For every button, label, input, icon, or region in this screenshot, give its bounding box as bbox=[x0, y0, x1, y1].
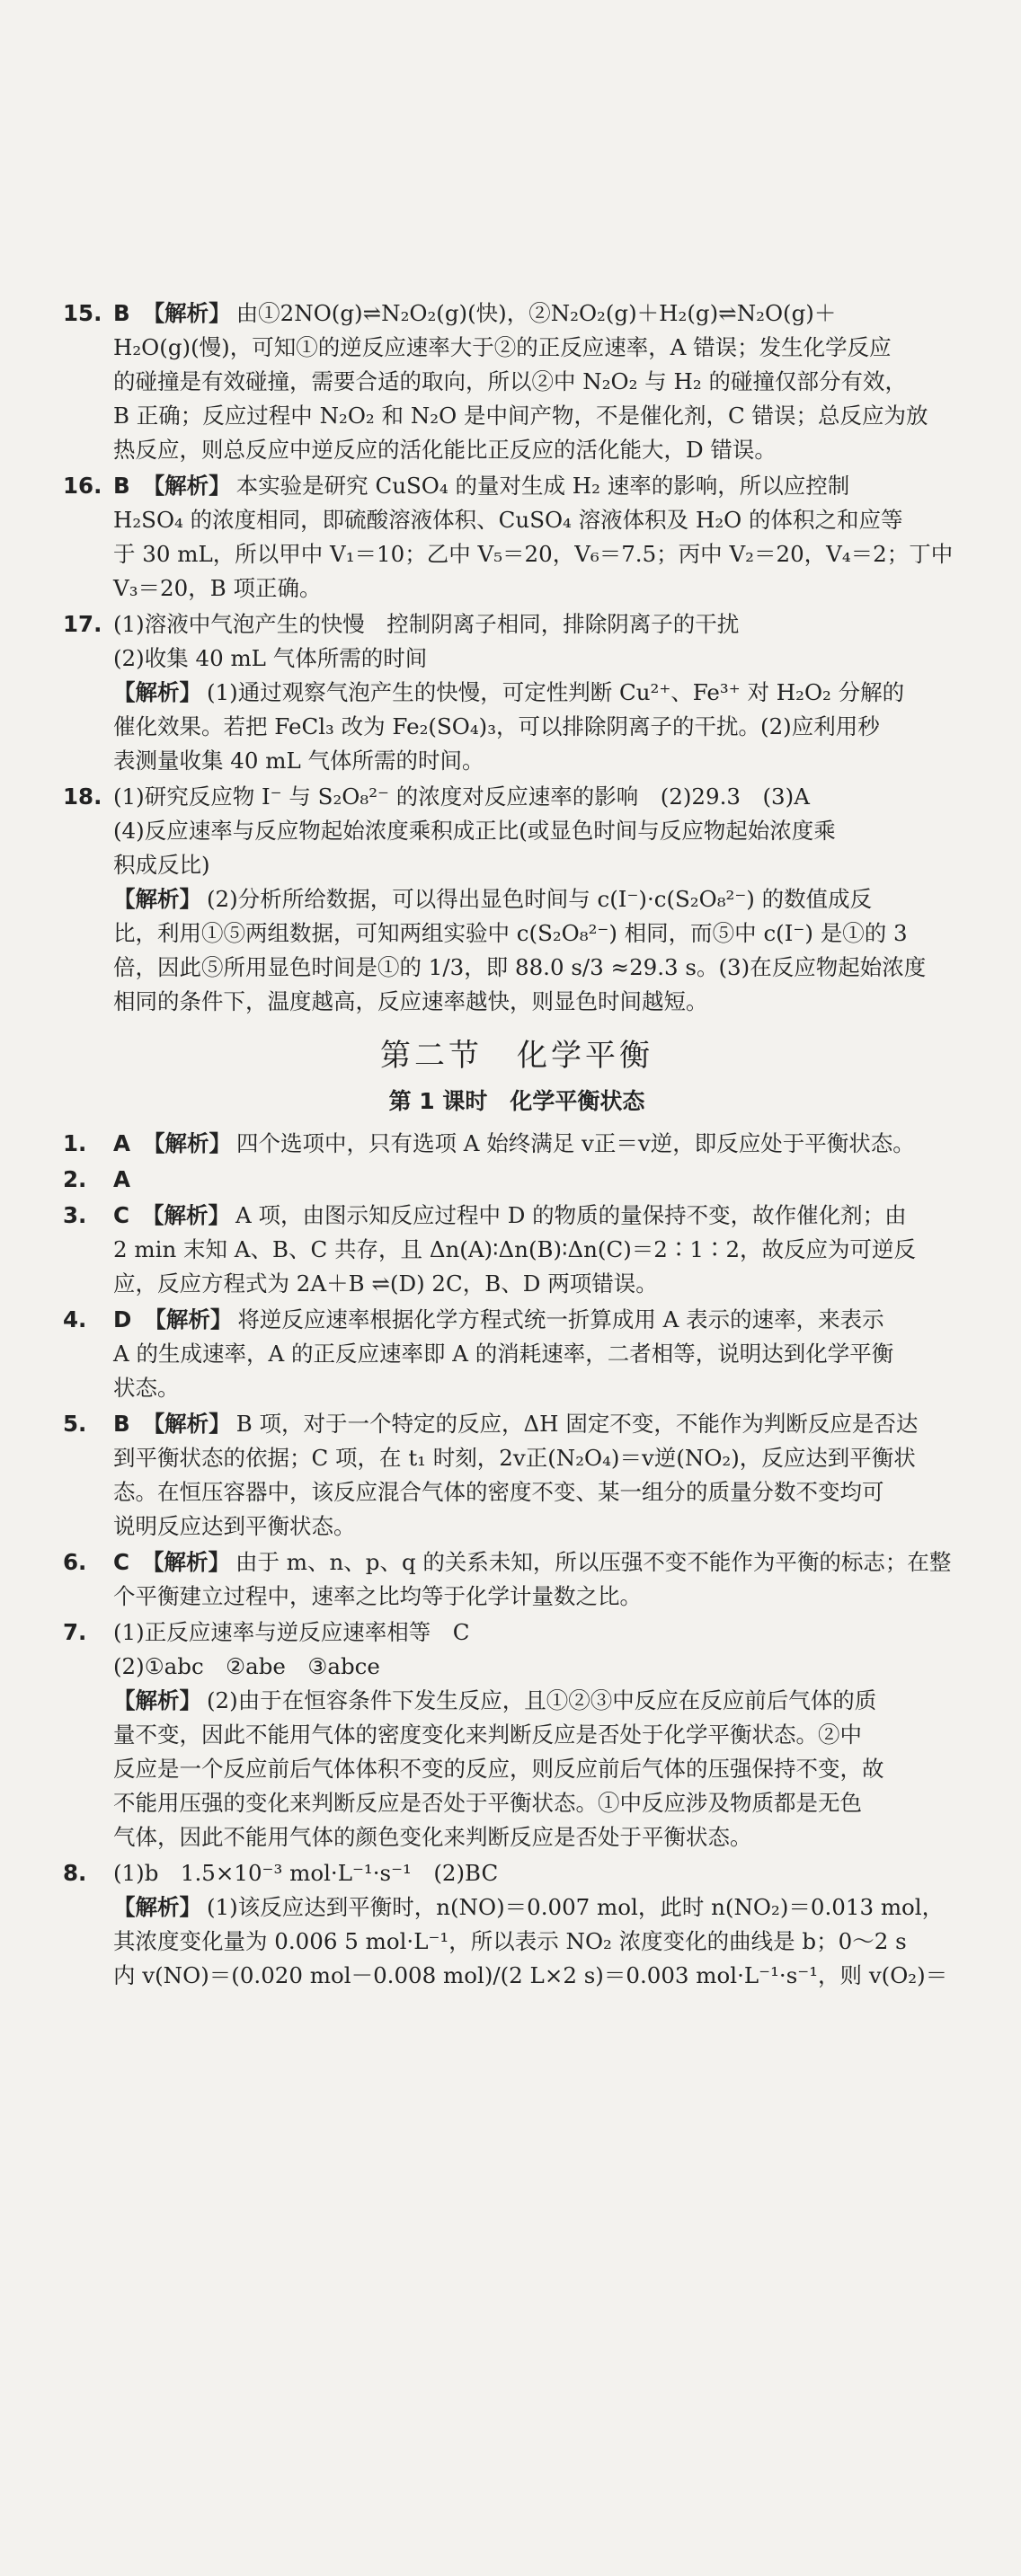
answer-line: 到平衡状态的依据；C 项，在 t₁ 时刻，2v正(N₂O₄)＝v逆(NO₂)，反应达到平衡状 bbox=[113, 1445, 916, 1471]
item-number: 4. bbox=[63, 1306, 87, 1332]
answer-choice: B bbox=[113, 300, 130, 326]
answer-line bbox=[113, 607, 971, 642]
answer-text: (1)研究反应物 I⁻ 与 S₂O₈²⁻ 的浓度对反应速率的影响 (2)29.3 (3)A bbox=[113, 783, 810, 810]
item-number: 6. bbox=[63, 1549, 87, 1575]
analysis-line bbox=[113, 1890, 971, 1925]
analysis-line: 反应是一个反应前后气体体积不变的反应，则反应前后气体的压强保持不变，故 bbox=[113, 1756, 884, 1782]
analysis-text: (1)该反应达到平衡时，n(NO)＝0.007 mol，此时 n(NO₂)＝0.013 mol， bbox=[207, 1894, 945, 1920]
answer-choice: C bbox=[113, 1202, 129, 1228]
answer-line: 2 min 末知 A、B、C 共存，且 Δn(A)∶Δn(B)∶Δn(C)＝2∶1∶2，故反应为可逆反 bbox=[113, 1236, 917, 1262]
analysis-tag: 【解析】 bbox=[142, 1411, 231, 1437]
answer-item bbox=[63, 469, 971, 606]
answer-item bbox=[63, 607, 971, 778]
analysis-line: 内 v(NO)＝(0.020 mol－0.008 mol)/(2 L×2 s)＝0.003 mol·L⁻¹·s⁻¹，则 v(O₂)＝ bbox=[113, 1962, 948, 1988]
answers-block-chemical-equilibrium bbox=[63, 1127, 971, 1993]
analysis-tag: 【解析】 bbox=[142, 1130, 231, 1156]
answer-item bbox=[63, 1545, 971, 1614]
answer-line bbox=[113, 1616, 971, 1650]
answer-line: 说明反应达到平衡状态。 bbox=[113, 1513, 356, 1539]
item-number: 2. bbox=[63, 1166, 87, 1192]
answer-choice: A bbox=[113, 1166, 130, 1192]
answer-text: 四个选项中，只有选项 A 始终满足 v正＝v逆，即反应处于平衡状态。 bbox=[235, 1130, 915, 1156]
answer-text: (1)溶液中气泡产生的快慢 控制阴离子相同，排除阴离子的干扰 bbox=[113, 611, 740, 637]
analysis-tag: 【解析】 bbox=[113, 1894, 201, 1920]
answer-text: 由于 m、n、p、q 的关系未知，所以压强不变不能作为平衡的标志；在整 bbox=[235, 1549, 952, 1575]
item-number: 1. bbox=[63, 1130, 87, 1156]
answer-choice: B bbox=[113, 473, 130, 499]
item-number: 7. bbox=[63, 1619, 87, 1645]
analysis-tag: 【解析】 bbox=[142, 473, 231, 499]
answer-line: B 正确；反应过程中 N₂O₂ 和 N₂O 是中间产物，不是催化剂，C 错误；总反应为放 bbox=[113, 403, 928, 429]
answer-item bbox=[63, 1407, 971, 1544]
analysis-line: 相同的条件下，温度越高，反应速率越快，则显色时间越短。 bbox=[113, 988, 708, 1014]
answer-line: H₂SO₄ 的浓度相同，即硫酸溶液体积、CuSO₄ 溶液体积及 H₂O 的体积之和应等 bbox=[113, 507, 903, 533]
answer-line bbox=[113, 780, 971, 814]
analysis-tag: 【解析】 bbox=[142, 300, 231, 326]
answer-text: 本实验是研究 CuSO₄ 的量对生成 H₂ 速率的影响，所以应控制 bbox=[235, 473, 850, 499]
analysis-line: 表测量收集 40 mL 气体所需的时间。 bbox=[113, 748, 484, 774]
analysis-tag: 【解析】 bbox=[141, 1549, 230, 1575]
analysis-tag: 【解析】 bbox=[141, 1202, 230, 1228]
answer-line: V₃＝20，B 项正确。 bbox=[113, 575, 322, 601]
item-number: 15. bbox=[63, 300, 102, 326]
analysis-line: 量不变，因此不能用气体的密度变化来判断反应是否处于化学平衡状态。②中 bbox=[113, 1722, 862, 1748]
answer-item bbox=[63, 1199, 971, 1301]
section-title: 第二节 化学平衡 bbox=[380, 1038, 653, 1074]
answer-line bbox=[113, 1856, 971, 1890]
answer-line: 积成反比) bbox=[113, 852, 210, 878]
answer-line: A 的生成速率，A 的正反应速率即 A 的消耗速率，二者相等，说明达到化学平衡 bbox=[113, 1341, 894, 1367]
analysis-line bbox=[113, 882, 971, 916]
answer-line: 态。在恒压容器中，该反应混合气体的密度不变、某一组分的质量分数不变均可 bbox=[113, 1479, 884, 1505]
answer-choice: C bbox=[113, 1549, 129, 1575]
answer-line bbox=[113, 1545, 971, 1580]
answer-line: H₂O(g)(慢)，可知①的逆反应速率大于②的正反应速率，A 错误；发生化学反应 bbox=[113, 334, 892, 360]
answer-line: (2)收集 40 mL 气体所需的时间 bbox=[113, 645, 428, 671]
item-number: 8. bbox=[63, 1860, 87, 1886]
answer-item bbox=[63, 1856, 971, 1993]
answer-text: A 项，由图示知反应过程中 D 的物质的量保持不变，故作催化剂；由 bbox=[235, 1202, 907, 1228]
analysis-line: 不能用压强的变化来判断反应是否处于平衡状态。①中反应涉及物质都是无色 bbox=[113, 1790, 862, 1816]
analysis-tag: 【解析】 bbox=[144, 1306, 233, 1332]
item-number: 18. bbox=[63, 783, 102, 810]
analysis-line bbox=[113, 1684, 971, 1718]
item-number: 3. bbox=[63, 1202, 87, 1228]
lesson-title: 第 1 课时 化学平衡状态 bbox=[388, 1088, 645, 1114]
answer-line: (4)反应速率与反应物起始浓度乘积成正比(或显色时间与反应物起始浓度乘 bbox=[113, 818, 836, 844]
answer-content bbox=[63, 297, 971, 1995]
answer-choice: B bbox=[113, 1411, 130, 1437]
answer-item bbox=[63, 1616, 971, 1855]
answer-item bbox=[63, 1163, 971, 1197]
answer-item bbox=[63, 780, 971, 1019]
answer-line: 的碰撞是有效碰撞，需要合适的取向，所以②中 N₂O₂ 与 H₂ 的碰撞仅部分有效， bbox=[113, 368, 908, 394]
answer-choice: A bbox=[113, 1130, 130, 1156]
answer-line: (2)①abc ②abe ③abce bbox=[113, 1653, 380, 1679]
item-number: 16. bbox=[63, 473, 102, 499]
answer-text: (1)b 1.5×10⁻³ mol·L⁻¹·s⁻¹ (2)BC bbox=[113, 1860, 499, 1886]
answer-line bbox=[113, 1199, 971, 1233]
analysis-line bbox=[113, 676, 971, 710]
answer-choice: D bbox=[113, 1306, 132, 1332]
answer-line: 个平衡建立过程中，速率之比均等于化学计量数之比。 bbox=[113, 1583, 642, 1609]
answer-line: 应，反应方程式为 2A＋B ⇌(D) 2C，B、D 两项错误。 bbox=[113, 1270, 658, 1297]
answer-text: 将逆反应速率根据化学方程式统一折算成用 A 表示的速率，来表示 bbox=[237, 1306, 884, 1332]
answer-text: 由①2NO(g)⇌N₂O₂(g)(快)，②N₂O₂(g)＋H₂(g)⇌N₂O(g)＋ bbox=[235, 300, 837, 326]
answer-line bbox=[113, 469, 971, 503]
answer-text: B 项，对于一个特定的反应，ΔH 固定不变，不能作为判断反应是否达 bbox=[235, 1411, 919, 1437]
item-number: 17. bbox=[63, 611, 102, 637]
analysis-tag: 【解析】 bbox=[113, 679, 201, 705]
analysis-line: 催化效果。若把 FeCl₃ 改为 Fe₂(SO₄)₃，可以排除阴离子的干扰。(2)应利用秒 bbox=[113, 713, 880, 739]
answer-line bbox=[113, 1303, 971, 1337]
analysis-text: (1)通过观察气泡产生的快慢，可定性判断 Cu²⁺、Fe³⁺ 对 H₂O₂ 分解的 bbox=[207, 679, 905, 705]
answer-item bbox=[63, 297, 971, 467]
analysis-line: 比，利用①⑤两组数据，可知两组实验中 c(S₂O₈²⁻) 相同，而⑤中 c(I⁻) 是①的 3 bbox=[113, 920, 908, 946]
answer-text: (1)正反应速率与逆反应速率相等 C bbox=[113, 1619, 470, 1645]
analysis-tag: 【解析】 bbox=[113, 886, 201, 912]
analysis-line: 倍，因此⑤所用显色时间是①的 1/3，即 88.0 s/3 ≈29.3 s。(3)在反应物起始浓度 bbox=[113, 954, 927, 980]
answer-item bbox=[63, 1127, 971, 1161]
answer-item bbox=[63, 1303, 971, 1405]
answer-line bbox=[113, 1407, 971, 1441]
answer-line: 热反应，则总反应中逆反应的活化能比正反应的活化能大，D 错误。 bbox=[113, 437, 777, 463]
answer-line bbox=[113, 1127, 971, 1161]
analysis-tag: 【解析】 bbox=[113, 1687, 201, 1713]
answer-line bbox=[113, 297, 971, 331]
analysis-text: (2)分析所给数据，可以得出显色时间与 c(I⁻)·c(S₂O₈²⁻) 的数值成反 bbox=[207, 886, 873, 912]
analysis-line: 气体，因此不能用气体的颜色变化来判断反应是否处于平衡状态。 bbox=[113, 1824, 752, 1850]
answer-line bbox=[113, 1163, 971, 1197]
analysis-text: (2)由于在恒容条件下发生反应，且①②③中反应在反应前后气体的质 bbox=[207, 1687, 877, 1713]
item-number: 5. bbox=[63, 1411, 87, 1437]
analysis-line: 其浓度变化量为 0.006 5 mol·L⁻¹，所以表示 NO₂ 浓度变化的曲线是 b；0～2 s bbox=[113, 1928, 907, 1954]
answer-line: 于 30 mL，所以甲中 V₁＝10；乙中 V₅＝20，V₆＝7.5；丙中 V₂＝20，V₄＝2；丁中 bbox=[113, 541, 954, 567]
answer-line: 状态。 bbox=[113, 1375, 180, 1401]
answers-block-previous-section bbox=[63, 297, 971, 1019]
